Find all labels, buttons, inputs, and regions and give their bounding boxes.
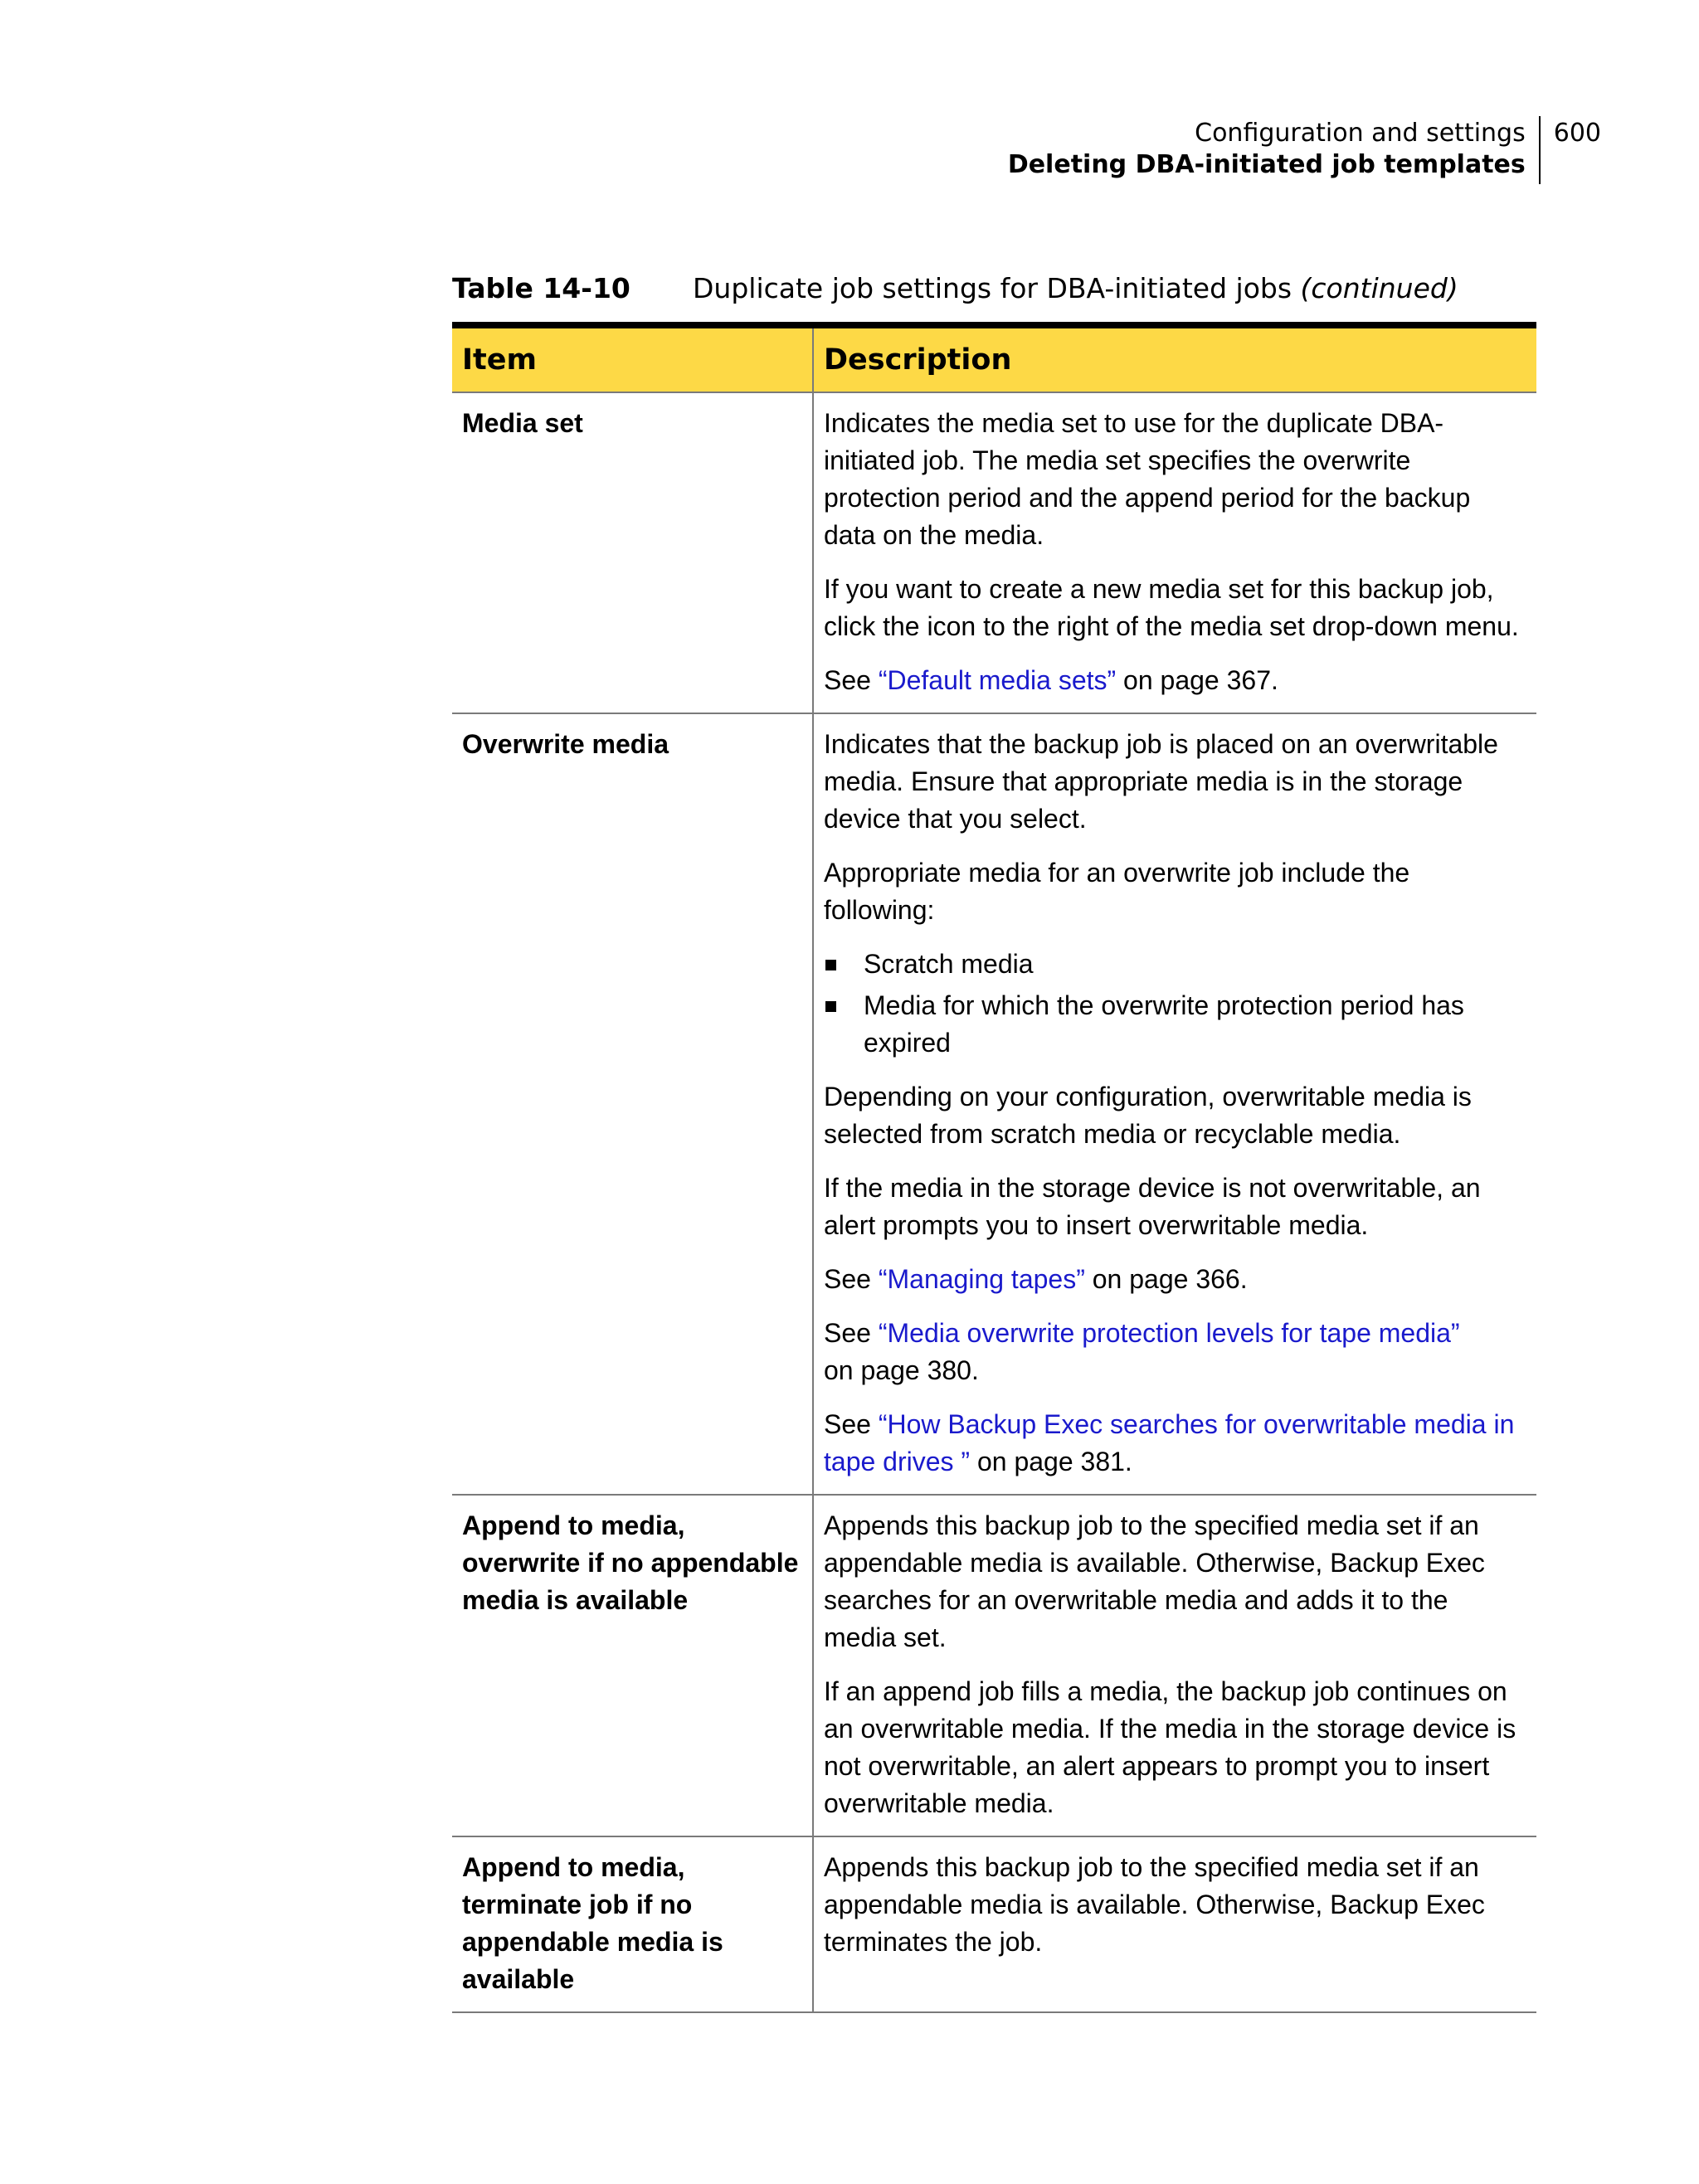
description-paragraph: Depending on your configuration, overwritable media is selected from scratch media or recyclable media. bbox=[824, 1082, 1472, 1149]
page-reference: on page 366. bbox=[1084, 1264, 1248, 1294]
page-reference: on page 380. bbox=[824, 1355, 979, 1385]
overwrite-protection-levels-link[interactable]: “Media overwrite protection levels for tape media” bbox=[878, 1318, 1460, 1348]
settings-table bbox=[452, 322, 1536, 2013]
column-header-description: Description bbox=[813, 325, 1536, 392]
description-cell bbox=[813, 1836, 1536, 2012]
page-number: 600 bbox=[1553, 119, 1601, 148]
item-cell: Media set bbox=[452, 392, 813, 713]
section-title: Deleting DBA-initiated job templates bbox=[1007, 150, 1526, 179]
page-reference: on page 367. bbox=[1116, 665, 1278, 695]
see-also-reference bbox=[824, 1406, 1526, 1481]
table-row-media-set bbox=[452, 392, 1536, 713]
see-prefix: See bbox=[824, 1264, 879, 1294]
description-paragraph: Indicates that the backup job is placed on an overwritable media. Ensure that appropriate media is in the storage device that you select. bbox=[824, 729, 1498, 834]
see-also-reference bbox=[824, 662, 1526, 699]
list-item bbox=[824, 946, 1526, 983]
description-paragraph: Indicates the media set to use for the duplicate DBA-initiated job. The media set specifies the overwrite protection period and the append period for the backup data on the media. bbox=[824, 408, 1471, 550]
item-cell: Append to media, terminate job if no appendable media is available bbox=[452, 1836, 813, 2012]
see-prefix: See bbox=[824, 1409, 879, 1439]
list-item bbox=[824, 987, 1526, 1062]
overwritable-media-search-link[interactable]: “How Backup Exec searches for overwritable media in tape drives ” bbox=[824, 1409, 1515, 1476]
table-caption-label: Table 14-10 bbox=[452, 272, 630, 304]
item-cell: Overwrite media bbox=[452, 713, 813, 1495]
description-paragraph: If an append job fills a media, the backup job continues on an overwritable media. If the media in the storage device is not overwritable, an alert appears to prompt you to insert overwritable media. bbox=[824, 1676, 1516, 1818]
page-reference: on page 381. bbox=[970, 1447, 1132, 1476]
see-prefix: See bbox=[824, 1318, 879, 1348]
table-row-append-overwrite bbox=[452, 1495, 1536, 1836]
default-media-sets-link[interactable]: “Default media sets” bbox=[878, 665, 1117, 695]
square-bullet-icon bbox=[825, 1001, 836, 1012]
bullet-list bbox=[824, 946, 1526, 1062]
description-paragraph: Appropriate media for an overwrite job include the following: bbox=[824, 858, 1410, 925]
description-paragraph: If the media in the storage device is not overwritable, an alert prompts you to insert overwritable media. bbox=[824, 1173, 1481, 1240]
see-also-reference bbox=[824, 1315, 1526, 1389]
table-row-overwrite-media bbox=[452, 713, 1536, 1495]
list-item-text: Media for which the overwrite protection period has expired bbox=[864, 990, 1464, 1058]
description-cell bbox=[813, 713, 1536, 1495]
item-cell: Append to media, overwrite if no appendable media is available bbox=[452, 1495, 813, 1836]
header-titles bbox=[1008, 116, 1541, 184]
table-caption-continued: (continued) bbox=[1300, 272, 1458, 304]
table-row-append-terminate bbox=[452, 1836, 1536, 2012]
description-paragraph: If you want to create a new media set for this backup job, click the icon to the right of the media set drop-down menu. bbox=[824, 574, 1519, 641]
description-cell bbox=[813, 392, 1536, 713]
page-header bbox=[1008, 116, 1601, 184]
column-header-item: Item bbox=[452, 325, 813, 392]
square-bullet-icon bbox=[825, 960, 836, 970]
table-header-row bbox=[452, 325, 1536, 392]
table-caption-title: Duplicate job settings for DBA-initiated jobs bbox=[693, 272, 1293, 304]
chapter-title: Configuration and settings bbox=[1195, 119, 1526, 148]
description-paragraph: Appends this backup job to the specified media set if an appendable media is available. Otherwise, Backup Exec searches for an overwritable media and adds it to the media set. bbox=[824, 1510, 1485, 1652]
table-caption bbox=[452, 270, 1458, 307]
see-also-reference bbox=[824, 1261, 1526, 1298]
see-prefix: See bbox=[824, 665, 879, 695]
managing-tapes-link[interactable]: “Managing tapes” bbox=[878, 1264, 1085, 1294]
description-cell bbox=[813, 1495, 1536, 1836]
list-item-text: Scratch media bbox=[864, 949, 1034, 979]
description-paragraph: Appends this backup job to the specified media set if an appendable media is available. Otherwise, Backup Exec terminates the job. bbox=[824, 1852, 1485, 1957]
